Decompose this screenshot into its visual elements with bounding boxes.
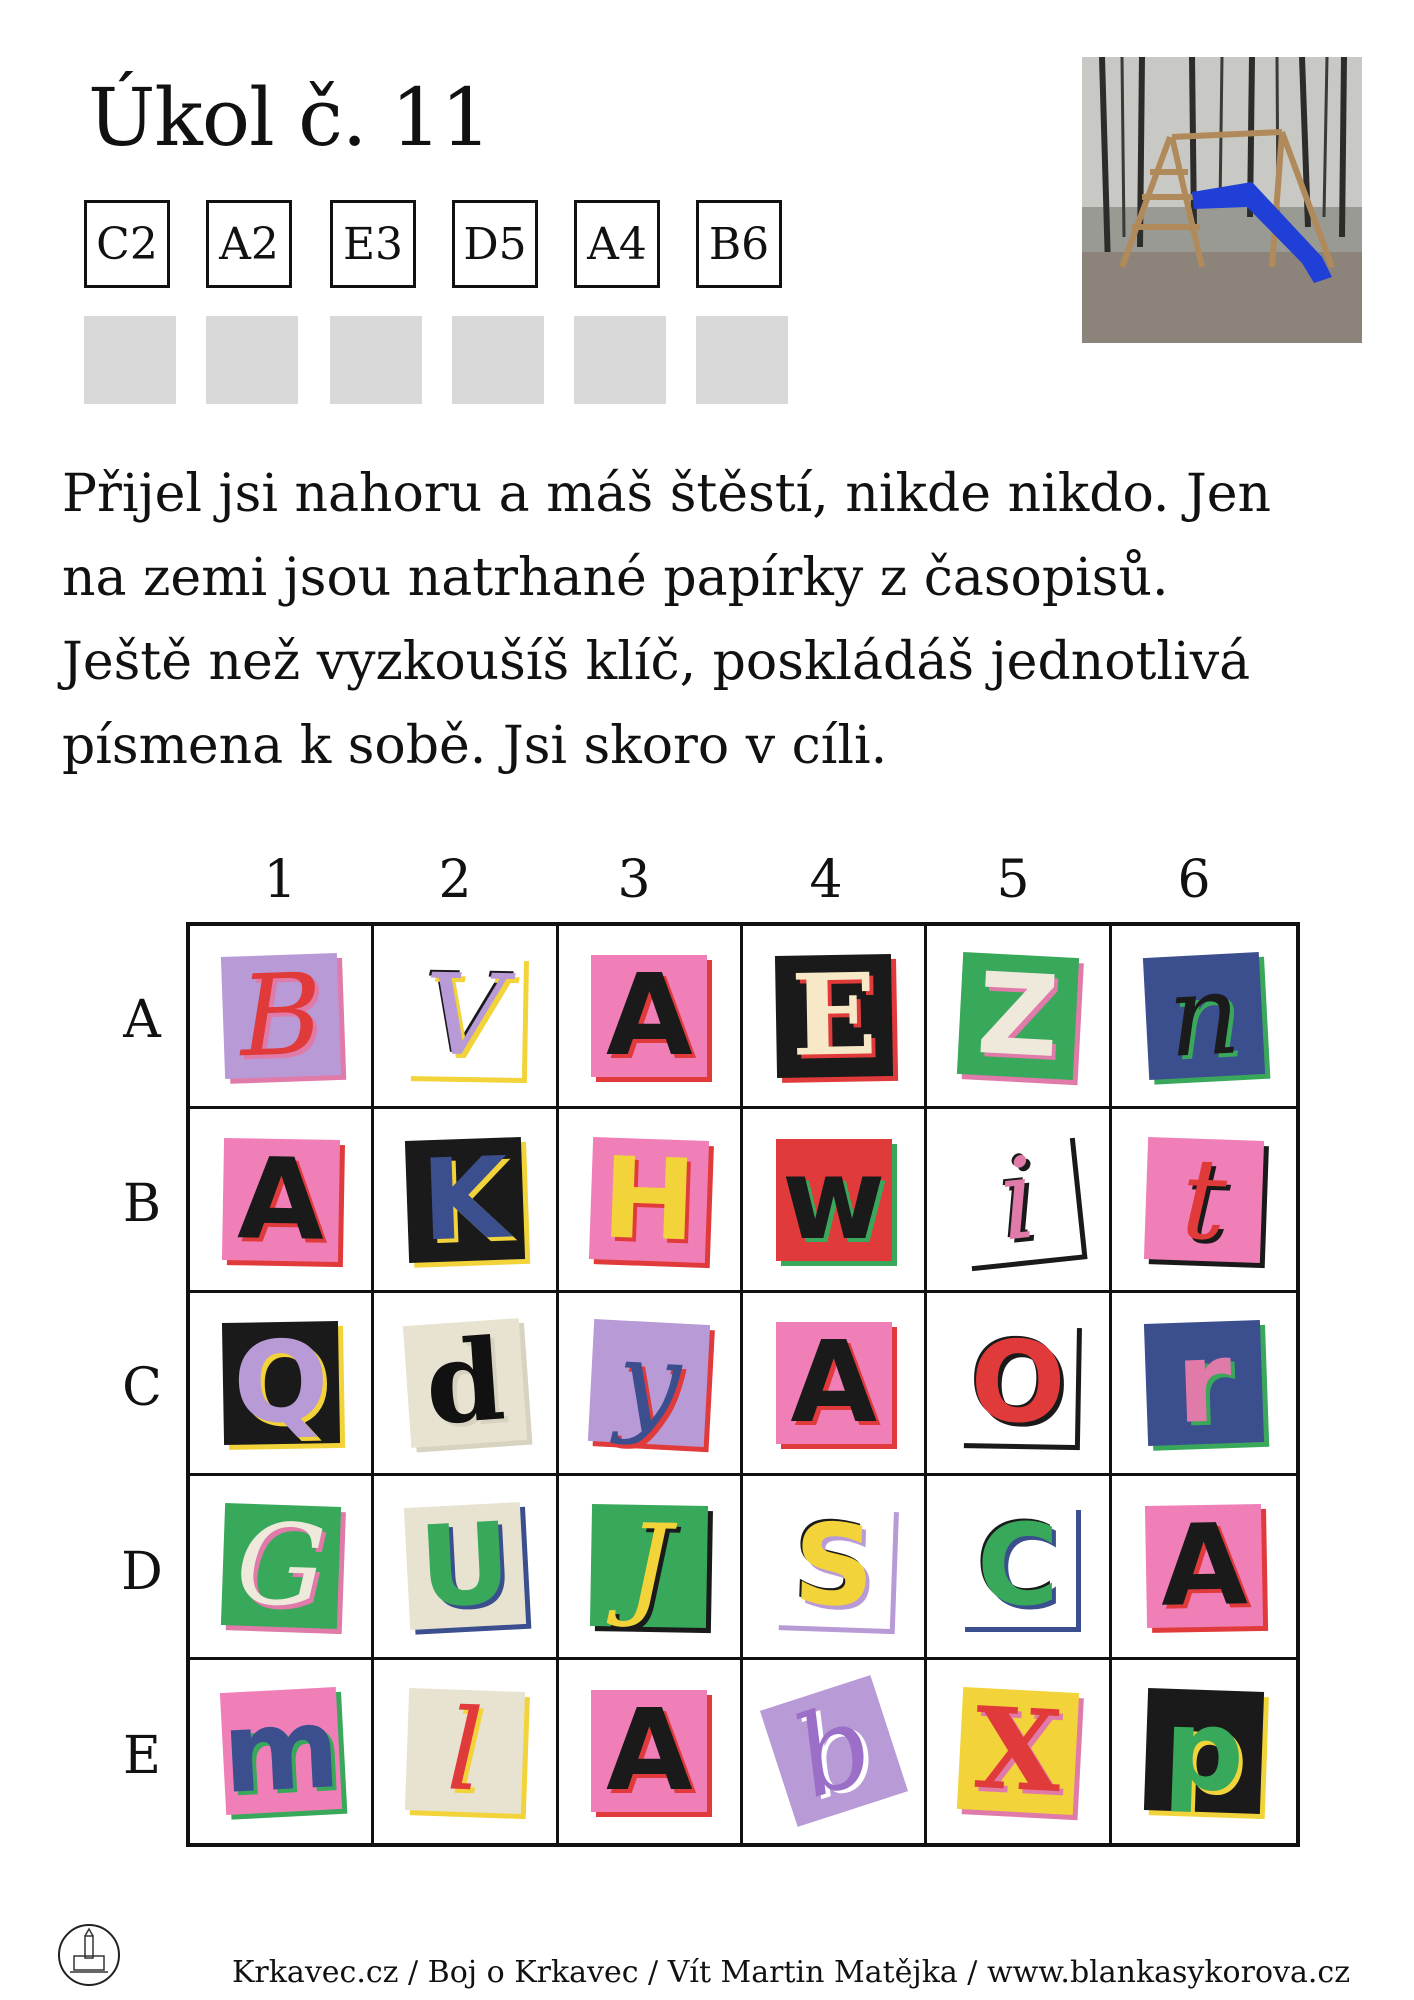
letter-clipping bbox=[960, 1501, 1076, 1632]
clipping-letter: A bbox=[790, 1317, 877, 1448]
clipping-letter: A bbox=[1159, 1500, 1249, 1633]
grid-cell bbox=[190, 1476, 374, 1659]
grid-cell bbox=[927, 1660, 1111, 1843]
story-text bbox=[62, 452, 1362, 788]
clipping-letter: A bbox=[236, 1133, 326, 1266]
grid-cell bbox=[743, 1476, 927, 1659]
column-header: 3 bbox=[617, 850, 651, 910]
code-box: C2 bbox=[84, 200, 170, 288]
story-line: Ještě než vyzkoušíš klíč, poskládáš jednotlivá bbox=[62, 632, 1251, 692]
letter-clipping bbox=[760, 1675, 908, 1827]
letter-clipping bbox=[221, 949, 341, 1083]
clipping-letter: l bbox=[444, 1685, 486, 1817]
grid-cell bbox=[190, 926, 374, 1109]
letter-clipping bbox=[1145, 1500, 1263, 1633]
clipping-letter: S bbox=[791, 1500, 877, 1633]
letter-clipping bbox=[589, 1132, 709, 1267]
clipping-letter: y bbox=[614, 1316, 685, 1450]
grid-cell bbox=[559, 926, 743, 1109]
grid-cell bbox=[559, 1660, 743, 1843]
answer-box[interactable] bbox=[206, 316, 298, 404]
answer-box[interactable] bbox=[574, 316, 666, 404]
column-header: 5 bbox=[996, 850, 1030, 910]
grid-cell bbox=[190, 1660, 374, 1843]
letter-clipping bbox=[957, 1683, 1079, 1819]
grid-cell bbox=[559, 1109, 743, 1292]
grid-cell bbox=[374, 1476, 558, 1659]
clipping-letter: H bbox=[600, 1132, 699, 1267]
clipping-letter: J bbox=[625, 1501, 673, 1632]
letter-clipping bbox=[776, 1317, 892, 1448]
church-stamp-logo bbox=[58, 1924, 120, 1986]
clipping-letter: Z bbox=[974, 949, 1062, 1084]
letter-clipping bbox=[957, 949, 1079, 1084]
clipping-letter: Q bbox=[231, 1317, 330, 1449]
row-header: A bbox=[123, 990, 161, 1050]
clipping-letter: m bbox=[218, 1683, 343, 1820]
clipping-letter: X bbox=[971, 1683, 1065, 1819]
grid-cell bbox=[743, 1660, 927, 1843]
grid-cell bbox=[1112, 1293, 1296, 1476]
row-header: D bbox=[121, 1542, 163, 1602]
page-title: Úkol č. 11 bbox=[88, 71, 491, 164]
clipping-letter: A bbox=[605, 1686, 693, 1817]
clipping-letter: V bbox=[423, 950, 507, 1082]
grid-cell bbox=[1112, 1109, 1296, 1292]
clipping-letter: t bbox=[1179, 1133, 1229, 1266]
column-header: 4 bbox=[809, 850, 843, 910]
column-header: 6 bbox=[1177, 850, 1211, 910]
clipping-letter: O bbox=[969, 1317, 1067, 1449]
letter-clipping bbox=[775, 949, 893, 1082]
letter-clipping bbox=[218, 1683, 343, 1820]
answer-box[interactable] bbox=[452, 316, 544, 404]
letter-clipping bbox=[1144, 1684, 1264, 1818]
letter-clipping bbox=[403, 1314, 527, 1451]
grid-cell bbox=[743, 1293, 927, 1476]
clipping-letter: w bbox=[781, 1134, 886, 1265]
clipping-letter: p bbox=[1161, 1684, 1247, 1818]
letter-clipping bbox=[954, 1133, 1082, 1266]
letter-clipping bbox=[774, 1500, 894, 1633]
clipping-letter: i bbox=[993, 1133, 1043, 1267]
clipping-letter: G bbox=[233, 1499, 328, 1633]
story-line: Přijel jsi nahoru a máš štěstí, nikde nikdo. Jen bbox=[62, 464, 1272, 524]
letter-grid bbox=[186, 922, 1300, 1847]
column-header: 2 bbox=[438, 850, 472, 910]
grid-cell bbox=[559, 1293, 743, 1476]
code-box: E3 bbox=[330, 200, 416, 288]
grid-cell bbox=[374, 1109, 558, 1292]
letter-clipping bbox=[590, 1501, 708, 1632]
grid-cell bbox=[374, 926, 558, 1109]
grid-cell bbox=[1112, 1660, 1296, 1843]
answer-box[interactable] bbox=[330, 316, 422, 404]
letter-clipping bbox=[405, 1685, 525, 1817]
row-header: E bbox=[123, 1726, 161, 1786]
clipping-letter: r bbox=[1173, 1317, 1234, 1449]
letter-clipping bbox=[776, 1134, 892, 1265]
clipping-letter: d bbox=[421, 1314, 509, 1451]
code-box: B6 bbox=[696, 200, 782, 288]
grid-cell bbox=[743, 926, 927, 1109]
clipping-letter: U bbox=[416, 1499, 514, 1634]
clipping-letter: b bbox=[779, 1678, 888, 1825]
column-header: 1 bbox=[263, 850, 297, 910]
grid-cell bbox=[1112, 1476, 1296, 1659]
grid-cell bbox=[559, 1476, 743, 1659]
playground-slide-photo bbox=[1082, 57, 1362, 343]
letter-clipping bbox=[1144, 1133, 1264, 1266]
code-box: A4 bbox=[574, 200, 660, 288]
grid-cell bbox=[374, 1293, 558, 1476]
letter-clipping bbox=[222, 1317, 340, 1449]
grid-cell bbox=[927, 1109, 1111, 1292]
grid-cell bbox=[927, 1476, 1111, 1659]
answer-box[interactable] bbox=[696, 316, 788, 404]
grid-cell bbox=[927, 1293, 1111, 1476]
clipping-letter: A bbox=[605, 951, 693, 1082]
code-box: A2 bbox=[206, 200, 292, 288]
grid-cell bbox=[927, 926, 1111, 1109]
row-header: C bbox=[122, 1358, 162, 1418]
grid-cell bbox=[374, 1660, 558, 1843]
clipping-letter: E bbox=[789, 949, 878, 1082]
footer-credits: Krkavec.cz / Boj o Krkavec / Vít Martin Matějka / www.blankasykorova.cz bbox=[232, 1955, 1350, 1990]
letter-clipping bbox=[406, 950, 524, 1082]
grid-cell bbox=[743, 1109, 927, 1292]
letter-clipping bbox=[588, 1316, 710, 1450]
letter-clipping bbox=[1143, 949, 1265, 1083]
clipping-letter: K bbox=[419, 1133, 511, 1267]
clipping-letter: B bbox=[237, 949, 325, 1083]
letter-clipping bbox=[591, 951, 707, 1082]
story-line: na zemi jsou natrhané papírky z časopisů. bbox=[62, 548, 1169, 608]
story-line: písmena k sobě. Jsi skoro v cíli. bbox=[62, 716, 888, 776]
letter-clipping bbox=[1144, 1317, 1264, 1449]
letter-clipping bbox=[221, 1499, 341, 1633]
grid-cell bbox=[190, 1293, 374, 1476]
clipping-letter: C bbox=[976, 1501, 1060, 1632]
letter-clipping bbox=[959, 1317, 1077, 1449]
letter-clipping bbox=[405, 1133, 525, 1267]
grid-cell bbox=[1112, 926, 1296, 1109]
letter-clipping bbox=[404, 1499, 526, 1634]
code-box: D5 bbox=[452, 200, 538, 288]
answer-box[interactable] bbox=[84, 316, 176, 404]
row-header: B bbox=[122, 1174, 162, 1234]
letter-clipping bbox=[591, 1686, 707, 1817]
grid-cell bbox=[190, 1109, 374, 1292]
clipping-letter: n bbox=[1164, 949, 1244, 1083]
letter-clipping bbox=[222, 1133, 340, 1266]
